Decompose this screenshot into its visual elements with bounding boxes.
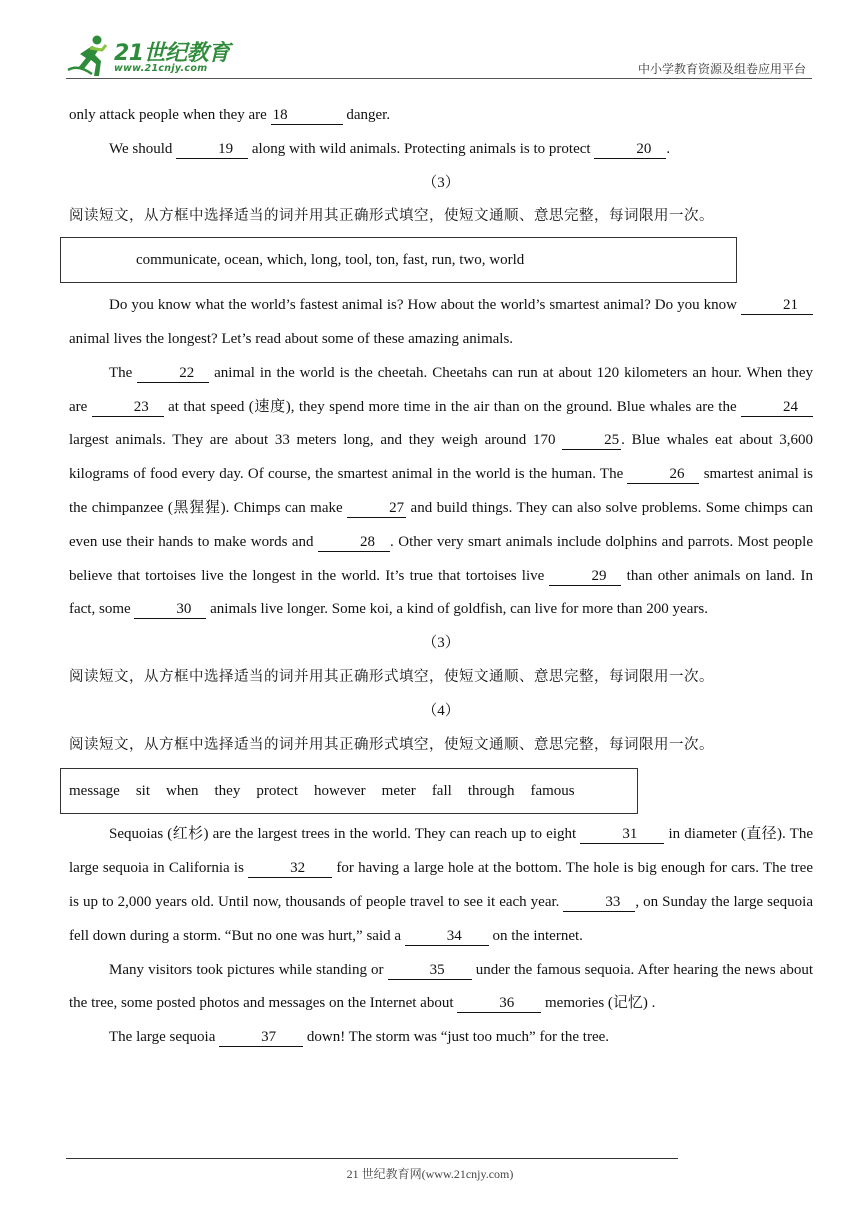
blank-37[interactable]: 37: [219, 1028, 303, 1047]
box-word-however: however: [314, 783, 366, 800]
paragraph-4: Many visitors took pictures while standing or 35 under the famous sequoia. After hearing the news about the tree, some posted photos and messages on the Internet about 36 memories (记忆) .: [69, 961, 814, 1012]
instruction-3: 阅读短文，从方框中选择适当的词并用其正确形式填空，使短文通顺、意思完整，每词限用一次。: [69, 736, 714, 753]
text-line-2: We should 19 along with wild animals. Protecting animals is to protect 20 .: [109, 140, 671, 157]
box-word-through: through: [467, 783, 515, 800]
blank-25[interactable]: 25: [562, 431, 621, 450]
word-box-1: communicate, ocean, which, long, tool, ton, fast, run, two, world: [60, 237, 737, 283]
runner-logo-icon: [66, 34, 112, 78]
page-header: [0, 0, 860, 90]
logo-url: www.21cnjy.com: [114, 63, 208, 74]
box-word-fall: fall: [431, 783, 452, 800]
document-body: [69, 99, 813, 1055]
section-number-4: （4）: [422, 702, 460, 719]
blank-29[interactable]: 29: [549, 567, 621, 586]
platform-name: 中小学教育资源及组卷应用平台: [637, 62, 806, 76]
box-word-meter: meter: [381, 783, 416, 800]
logo: [66, 34, 236, 80]
footer-divider: [66, 1158, 678, 1159]
box-word-message: message: [69, 783, 120, 800]
blank-36[interactable]: 36: [457, 994, 541, 1013]
blank-22[interactable]: 22: [137, 364, 209, 383]
box-word-famous: famous: [530, 783, 575, 800]
blank-28[interactable]: 28: [318, 533, 390, 552]
blank-32[interactable]: 32: [248, 859, 332, 878]
word-box-2: [60, 768, 638, 814]
instruction-2: 阅读短文，从方框中选择适当的词并用其正确形式填空，使短文通顺、意思完整，每词限用一次。: [69, 668, 714, 685]
blank-31[interactable]: 31: [580, 825, 664, 844]
section-number-3a: （3）: [422, 174, 460, 191]
paragraph-3: Sequoias (红杉) are the largest trees in the world. They can reach up to eight 31 in diameter (直径). The large sequoia in California is 32 for having a large hole at the bottom. The hole is big enough for cars. The tree is up to 2,000 years old. Until now, thousands of people travel to see it each year. 33 , on Sunday the large sequoia fell down during a storm. “But no one was hurt,” said a 34 on the internet.: [69, 826, 814, 944]
blank-27[interactable]: 27: [347, 499, 406, 518]
blank-21[interactable]: 21: [741, 296, 813, 315]
paragraph-1: Do you know what the world’s fastest animal is? How about the world’s smartest animal? Do you know 21 animal lives the longest? Let’s read about some of these amazing animals.: [69, 289, 813, 357]
instruction-1: 阅读短文，从方框中选择适当的词并用其正确形式填空，使短文通顺、意思完整，每词限用一次。: [69, 208, 714, 225]
blank-24[interactable]: 24: [741, 398, 813, 417]
section-number-3b: （3）: [422, 635, 460, 652]
logo-text: 21世纪教育: [114, 41, 230, 66]
paragraph-5: The large sequoia 37 down! The storm was “just too much” for the tree.: [109, 1029, 610, 1046]
blank-30[interactable]: 30: [134, 600, 206, 619]
header-divider: [66, 78, 812, 79]
blank-26[interactable]: 26: [627, 465, 699, 484]
blank-33[interactable]: 33: [563, 893, 635, 912]
blank-23[interactable]: 23: [92, 398, 164, 417]
blank-20[interactable]: 20: [594, 140, 666, 159]
blank-19[interactable]: 19: [176, 140, 248, 159]
paragraph-2: The 22 animal in the world is the cheetah. Cheetahs can run at about 120 kilometers an hour. When they are 23 at that speed (速度), they spend more time in the air than on the ground. Blue whales are the 24 largest animals. They are about 33 meters long, and they weigh around 170 25 . Blue whales eat about 3,600 kilograms of food every day. Of course, the smartest animal in the world is the human. The 26 smartest animal is the chimpanzee (黑猩猩). Chimps can make 27 and build things. They can also solve problems. Some chimps can even use their hands to make words and 28 . Other very smart animals include dolphins and parrots. Most people believe that tortoises live the longest in the world. It’s true that tortoises live 29 than other animals on land. In fact, some 30 animals live longer. Some koi, a kind of goldfish, can live for more than 200 years.: [69, 364, 813, 618]
box-word-when: when: [166, 783, 199, 800]
blank-34[interactable]: 34: [405, 927, 489, 946]
text-line-1: only attack people when they are 18 danger.: [69, 107, 391, 123]
footer-text: 21 世纪教育网(www.21cnjy.com): [346, 1167, 514, 1181]
box-word-protect: protect: [256, 783, 298, 800]
box-word-sit: sit: [135, 783, 151, 800]
box-word-they: they: [214, 783, 241, 800]
blank-35[interactable]: 35: [388, 961, 472, 980]
blank-18[interactable]: 18: [271, 106, 343, 125]
